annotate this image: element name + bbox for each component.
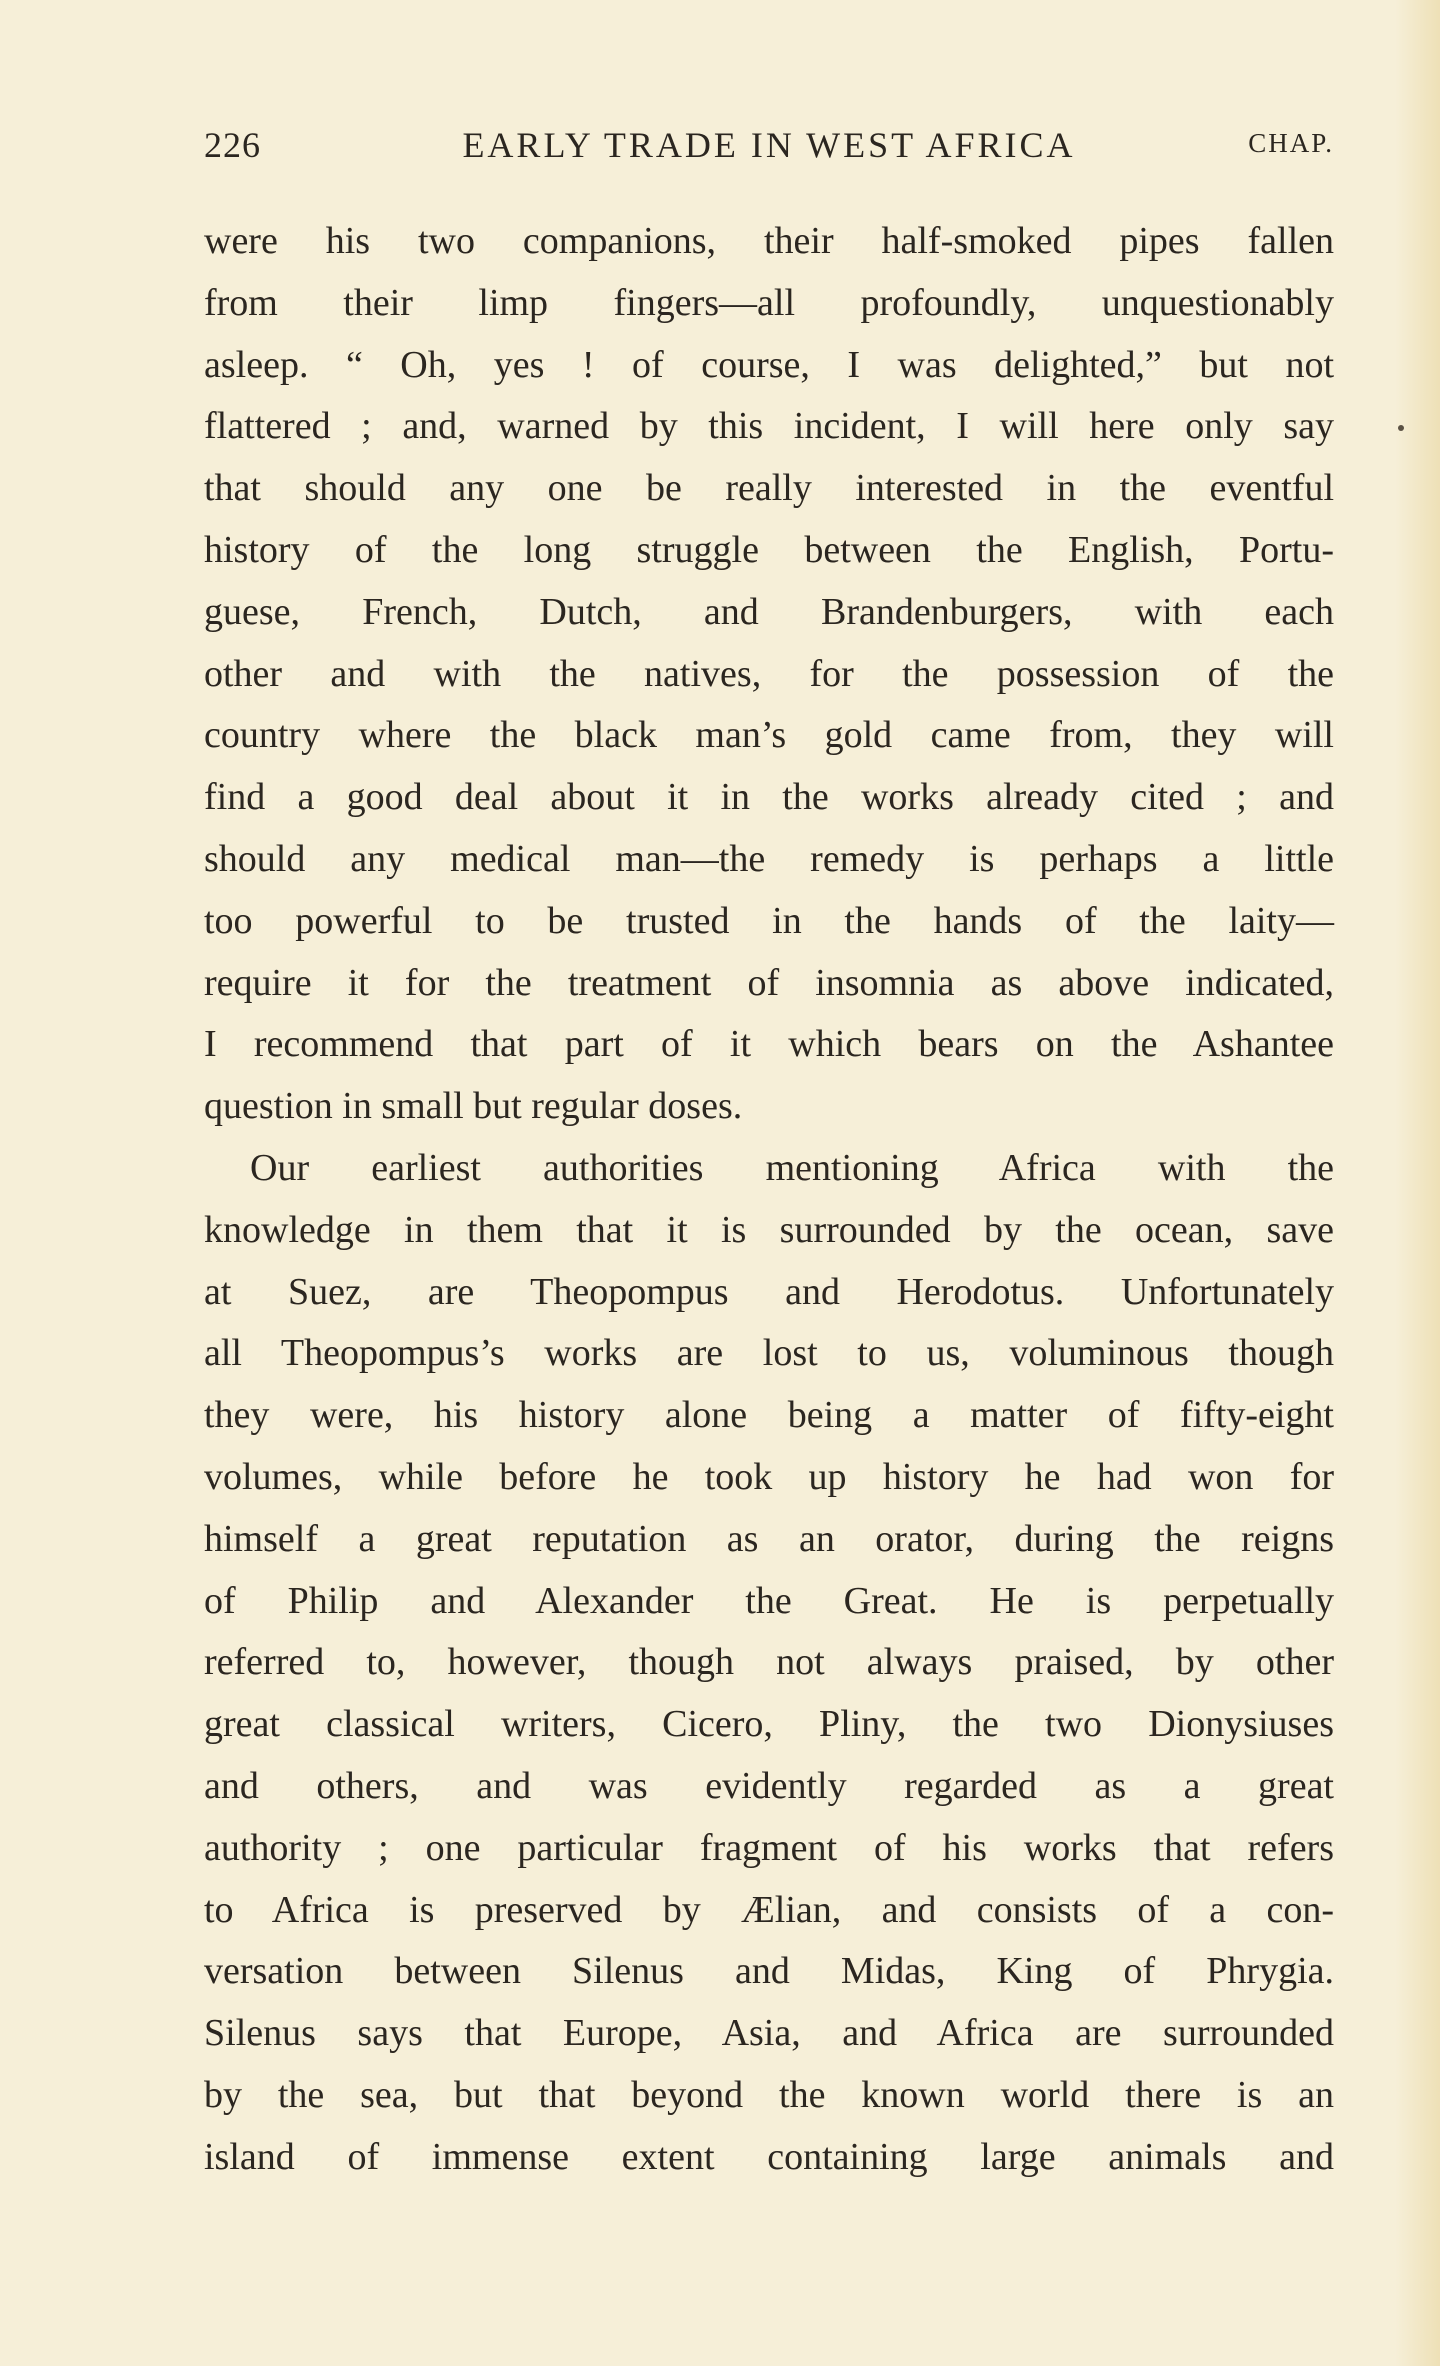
text-line: require it for the treatment of insomnia as above indicated,: [204, 961, 1334, 1004]
text-line: country where the black man’s gold came from, they will: [204, 714, 1334, 757]
chapter-title: EARLY TRADE IN WEST AFRICA: [462, 125, 1076, 165]
text-line: authority ; one particular fragment of his works that refers: [204, 1826, 1334, 1869]
text-line: great classical writers, Cicero, Pliny, the two Dionysiuses: [204, 1703, 1334, 1746]
page-number: 226: [204, 125, 261, 165]
text-line: asleep. “ Oh, yes ! of course, I was delighted,” but not: [204, 343, 1334, 386]
text-line: Our earliest authorities mentioning Africa with the: [250, 1146, 1334, 1189]
running-head: [204, 124, 1334, 172]
text-line: himself a great reputation as an orator, during the reigns: [204, 1517, 1334, 1560]
text-line: knowledge in them that it is surrounded by the ocean, save: [204, 1208, 1334, 1251]
text-line: by the sea, but that beyond the known world there is an: [204, 2073, 1334, 2116]
text-line: other and with the natives, for the possession of the: [204, 652, 1334, 695]
text-line: question in small but regular doses.: [204, 1085, 743, 1128]
text-line: Silenus says that Europe, Asia, and Africa are surrounded: [204, 2012, 1334, 2055]
text-line: that should any one be really interested in the eventful: [204, 467, 1334, 510]
text-line: they were, his history alone being a matter of fifty-eight: [204, 1394, 1334, 1437]
body-text: [204, 211, 1334, 2189]
text-line: versation between Silenus and Midas, King of Phrygia.: [204, 1950, 1334, 1993]
text-line: find a good deal about it in the works already cited ; and: [204, 776, 1334, 819]
text-line: volumes, while before he took up history he had won for: [204, 1455, 1334, 1498]
text-line: flattered ; and, warned by this incident, I will here only say: [204, 405, 1334, 448]
chapter-label: CHAP.: [1248, 128, 1334, 158]
text-line: island of immense extent containing large animals and: [204, 2135, 1334, 2178]
text-line: history of the long struggle between the English, Portu-: [204, 528, 1334, 571]
text-line: referred to, however, though not always praised, by other: [204, 1641, 1334, 1684]
text-line: of Philip and Alexander the Great. He is perpetually: [204, 1579, 1334, 1622]
text-line: were his two companions, their half-smoked pipes fallen: [204, 220, 1334, 262]
text-line: guese, French, Dutch, and Brandenburgers, with each: [204, 590, 1334, 633]
text-line: too powerful to be trusted in the hands of the laity—: [204, 899, 1334, 942]
text-line: and others, and was evidently regarded as a great: [204, 1764, 1334, 1807]
margin-mark: [1398, 425, 1404, 431]
text-line: to Africa is preserved by Ælian, and consists of a con-: [204, 1888, 1334, 1931]
text-line: all Theopompus’s works are lost to us, voluminous though: [204, 1332, 1334, 1375]
text-line: from their limp fingers—all profoundly, unquestionably: [204, 281, 1334, 324]
text-line: should any medical man—the remedy is perhaps a little: [204, 837, 1334, 880]
text-line: at Suez, are Theopompus and Herodotus. Unfortunately: [204, 1270, 1334, 1313]
text-line: I recommend that part of it which bears on the Ashantee: [204, 1023, 1334, 1066]
